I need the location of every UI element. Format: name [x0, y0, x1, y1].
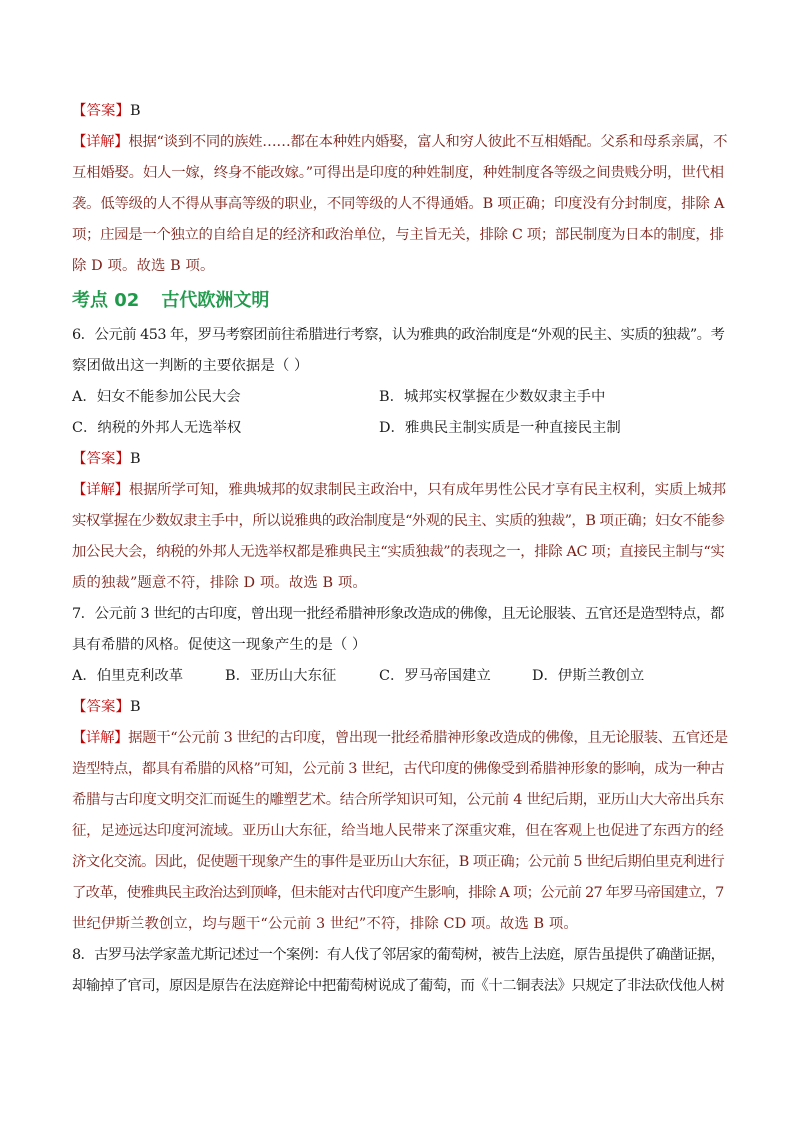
detail-text: 根据“谈到不同的族姓……都在本种姓内婚娶，富人和穷人彼此不互相婚配。父系和母系亲属，不 — [128, 134, 728, 150]
answer-value: B — [129, 699, 141, 715]
q7-option-a: A．伯里克利改革 — [72, 668, 184, 684]
q7-detail-line-2: 造型特点，都具有希腊的风格”可知，公元前 3 世纪，古代印度的佛像受到希腊神形象的影响，成为一种古 — [72, 761, 725, 777]
q7-detail-line-4: 征，足迹远达印度河流域。亚历山大东征，给当地人民带来了深重灾难，但在客观上也促进了东西方的经 — [72, 823, 724, 839]
q5-detail-line-2: 互相婚娶。妇人一嫁，终身不能改嫁。”可得出是印度的种姓制度，种姓制度各等级之间贵贱分明，世代相 — [72, 165, 724, 181]
q6-detail-line-1 — [72, 475, 724, 506]
section-number: 考点 02 — [72, 290, 140, 311]
q7-answer — [72, 692, 724, 723]
q7-detail-line-3: 希腊与古印度文明交汇而诞生的雕塑艺术。结合所学知识可知，公元前 4 世纪后期，亚历山大大帝出兵东 — [72, 792, 724, 808]
detail-tag: 【详解】 — [72, 134, 129, 150]
q6-detail-line-4: 质的独裁”题意不符，排除 D 项。故选 B 项。 — [72, 575, 367, 591]
q8-stem-line-2: 却输掉了官司，原因是原告在法庭辩论中把葡萄树说成了葡萄，而《十二铜表法》只规定了非法砍伐他人树 — [72, 978, 725, 994]
q6-stem-line-1: 6．公元前 453 年，罗马考察团前往希腊进行考察，认为雅典的政治制度是“外观的民主、实质的独裁”。考 — [72, 327, 725, 343]
q5-detail-line-1 — [72, 127, 728, 158]
answer-tag: 【答案】 — [72, 103, 130, 119]
answer-tag: 【答案】 — [72, 699, 130, 715]
q5-detail-line-4: 项；庄园是一个独立的自给自足的经济和政治单位，与主旨无关，排除 C 项；部民制度为日本的制度，排 — [72, 227, 724, 243]
q6-option-a: A．妇女不能参加公民大会 — [72, 389, 241, 405]
section-title: 古代欧洲文明 — [161, 290, 270, 311]
answer-value: B — [129, 103, 141, 119]
q6-detail-line-3: 加公民大会，纳税的外邦人无选举权都是雅典民主“实质独裁”的表现之一，排除 AC 项；直接民主制与“实 — [72, 544, 725, 560]
q7-detail-line-5: 济文化交流。因此，促使题干现象产生的事件是亚历山大东征，B 项正确；公元前 5 世纪后期伯里克利进行 — [72, 854, 725, 870]
q7-detail-line-1 — [72, 723, 728, 754]
q7-stem-line-2: 具有希腊的风格。促使这一现象产生的是（ ） — [72, 637, 367, 653]
q5-detail-line-3: 袭。低等级的人不得从事高等级的职业，不同等级的人不得通婚。B 项正确；印度没有分封制度，排除 A — [72, 196, 725, 212]
q5-answer — [72, 96, 724, 127]
q6-stem-line-2: 察团做出这一判断的主要依据是（ ） — [72, 358, 309, 374]
q6-option-c: C．纳税的外邦人无选举权 — [72, 420, 242, 436]
answer-value: B — [129, 451, 141, 467]
q7-detail-line-6: 了改革，使雅典民主政治达到顶峰，但未能对古代印度产生影响，排除 A 项；公元前 27 年罗马帝国建立，7 — [72, 885, 724, 901]
q7-options-row — [72, 661, 724, 692]
detail-text: 根据所学可知，雅典城邦的奴隶制民主政治中，只有成年男性公民才享有民主权利，实质上城邦 — [128, 482, 726, 498]
answer-tag: 【答案】 — [72, 451, 130, 467]
detail-tag: 【详解】 — [72, 730, 129, 746]
q6-options-row-2 — [72, 413, 724, 444]
q6-option-d: D．雅典民主制实质是一种直接民主制 — [379, 420, 621, 436]
q7-stem-line-1: 7．公元前 3 世纪的古印度，曾出现一批经希腊神形象改造成的佛像，且无论服装、五官还是造型特点，都 — [72, 606, 724, 622]
q6-answer — [72, 444, 724, 475]
detail-tag: 【详解】 — [72, 482, 129, 498]
document-page — [72, 96, 728, 1002]
q7-detail-line-7: 世纪伊斯兰教创立，均与题干“公元前 3 世纪”不符，排除 CD 项。故选 B 项。 — [72, 916, 578, 932]
q7-option-b: B．亚历山大东征 — [225, 668, 337, 684]
q5-detail-line-5: 除 D 项。故选 B 项。 — [72, 258, 215, 274]
q7-option-d: D．伊斯兰教创立 — [532, 668, 645, 684]
q6-detail-line-2: 实权掌握在少数奴隶主手中，所以说雅典的政治制度是“外观的民主、实质的独裁”，B 项正确；妇女不能参 — [72, 513, 725, 529]
detail-text: 据题干“公元前 3 世纪的古印度，曾出现一批经希腊神形象改造成的佛像，且无论服装、五官还是 — [128, 730, 728, 746]
q6-option-b: B．城邦实权掌握在少数奴隶主手中 — [379, 389, 606, 405]
q8-stem-line-1: 8．古罗马法学家盖尤斯记述过一个案例：有人伐了邻居家的葡萄树，被告上法庭，原告虽提供了确凿证据， — [72, 947, 725, 963]
section-heading — [72, 284, 724, 318]
q6-options-row-1 — [72, 382, 724, 413]
q7-option-c: C．罗马帝国建立 — [379, 668, 491, 684]
